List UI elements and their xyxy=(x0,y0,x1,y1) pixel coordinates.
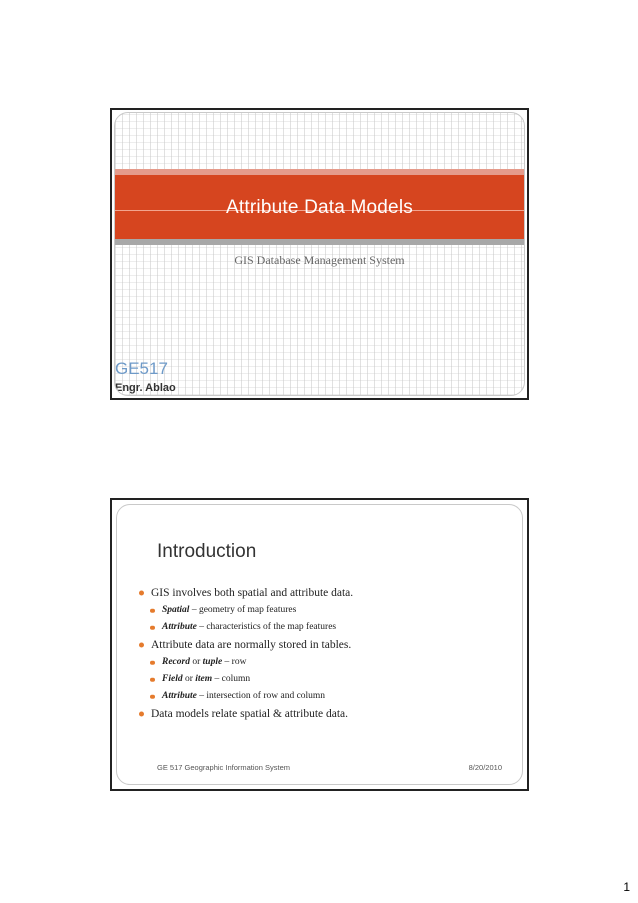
title-slide xyxy=(110,108,529,400)
slide-subtitle: GIS Database Management System xyxy=(234,253,405,267)
bullet-icon xyxy=(150,694,155,699)
course-code: GE517 xyxy=(115,359,168,378)
title-slide-background xyxy=(114,112,525,396)
slide-title: Attribute Data Models xyxy=(226,197,413,218)
introduction-slide xyxy=(110,498,529,791)
slide-footer-date: 8/20/2010 xyxy=(468,763,502,772)
sub-bullet-item: Field or item – column xyxy=(129,671,353,688)
bullet-icon xyxy=(139,591,144,596)
sub-bullet-item: Spatial – geometry of map features xyxy=(129,602,353,619)
bullet-icon xyxy=(150,608,155,613)
introduction-slide-frame xyxy=(116,504,523,785)
bullet-item: Attribute data are normally stored in tables. xyxy=(129,636,353,654)
sub-bullet-item: Record or tuple – row xyxy=(129,654,353,671)
slide-title: Introduction xyxy=(157,541,257,562)
sub-bullet-item: Attribute – intersection of row and column xyxy=(129,688,353,705)
bullet-icon xyxy=(139,643,144,648)
bullet-item: Data models relate spatial & attribute data. xyxy=(129,705,353,723)
title-band-bottom-stripe xyxy=(115,239,524,245)
page-number: 1 xyxy=(623,880,630,894)
author-name: Engr. Ablao xyxy=(115,382,176,394)
bullet-icon xyxy=(150,677,155,682)
slide-footer-course: GE 517 Geographic Information System xyxy=(157,763,290,772)
sub-bullet-item: Attribute – characteristics of the map features xyxy=(129,619,353,636)
bullet-item: GIS involves both spatial and attribute data. xyxy=(129,584,353,602)
bullet-list xyxy=(129,584,353,723)
bullet-icon xyxy=(150,625,155,630)
bullet-icon xyxy=(139,712,144,717)
bullet-icon xyxy=(150,660,155,665)
